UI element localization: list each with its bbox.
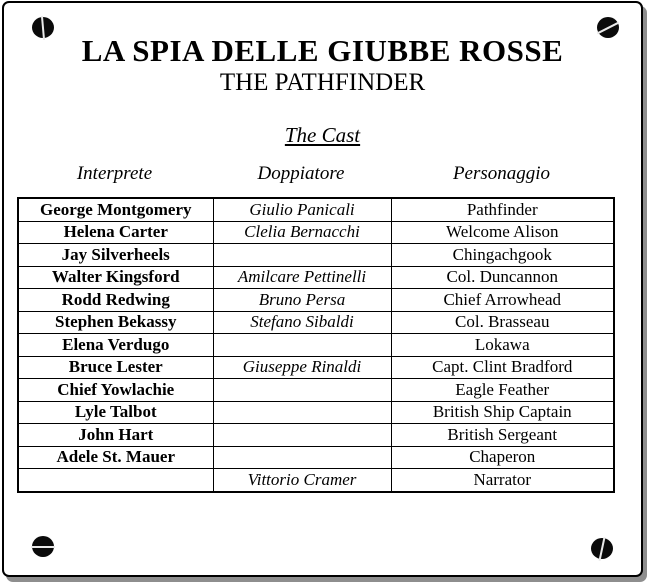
table-row	[18, 401, 614, 424]
personaggio-cell: British Ship Captain	[391, 401, 614, 424]
interprete-cell: Stephen Bekassy	[18, 311, 213, 334]
table-row	[18, 379, 614, 402]
section-heading-the-cast: The Cast	[284, 123, 361, 147]
table-row	[18, 334, 614, 357]
doppiatore-cell: Bruno Persa	[213, 289, 391, 312]
doppiatore-cell	[213, 446, 391, 469]
table-row	[18, 356, 614, 379]
interprete-cell: Elena Verdugo	[18, 334, 213, 357]
table-row	[18, 198, 614, 221]
doppiatore-cell: Amilcare Pettinelli	[213, 266, 391, 289]
doppiatore-cell: Clelia Bernacchi	[213, 221, 391, 244]
table-row	[18, 266, 614, 289]
personaggio-cell: Lokawa	[391, 334, 614, 357]
doppiatore-cell: Vittorio Cramer	[213, 469, 391, 492]
table-row	[18, 244, 614, 267]
personaggio-cell: Eagle Feather	[391, 379, 614, 402]
doppiatore-cell	[213, 424, 391, 447]
table-row	[18, 469, 614, 492]
page-title: LA SPIA DELLE GIUBBE ROSSE	[81, 33, 564, 68]
interprete-cell: John Hart	[18, 424, 213, 447]
table-row	[18, 424, 614, 447]
interprete-cell: Bruce Lester	[18, 356, 213, 379]
interprete-cell: Adele St. Mauer	[18, 446, 213, 469]
doppiatore-cell: Stefano Sibaldi	[213, 311, 391, 334]
doppiatore-cell	[213, 379, 391, 402]
column-header-personaggio: Personaggio	[452, 163, 551, 184]
personaggio-cell: Chingachgook	[391, 244, 614, 267]
doppiatore-cell: Giulio Panicali	[213, 198, 391, 221]
personaggio-cell: Col. Duncannon	[391, 266, 614, 289]
interprete-cell: George Montgomery	[18, 198, 213, 221]
table-column-headers	[17, 163, 613, 185]
personaggio-cell: Narrator	[391, 469, 614, 492]
table-row	[18, 311, 614, 334]
screw-icon-bottom-right	[591, 538, 613, 559]
table-row	[18, 289, 614, 312]
interprete-cell	[18, 469, 213, 492]
doppiatore-cell	[213, 401, 391, 424]
doppiatore-cell: Giuseppe Rinaldi	[213, 356, 391, 379]
doppiatore-cell	[213, 334, 391, 357]
personaggio-cell: Chief Arrowhead	[391, 289, 614, 312]
cast-table-body	[18, 198, 614, 492]
table-row	[18, 221, 614, 244]
interprete-cell: Lyle Talbot	[18, 401, 213, 424]
column-header-doppiatore: Doppiatore	[257, 163, 345, 184]
interprete-cell: Chief Yowlachie	[18, 379, 213, 402]
interprete-cell: Rodd Redwing	[18, 289, 213, 312]
page-subtitle: THE PATHFINDER	[219, 69, 426, 96]
personaggio-cell: Capt. Clint Bradford	[391, 356, 614, 379]
interprete-cell: Walter Kingsford	[18, 266, 213, 289]
personaggio-cell: Chaperon	[391, 446, 614, 469]
column-header-interprete: Interprete	[76, 163, 153, 184]
interprete-cell: Jay Silverheels	[18, 244, 213, 267]
personaggio-cell: Welcome Alison	[391, 221, 614, 244]
personaggio-cell: Pathfinder	[391, 198, 614, 221]
interprete-cell: Helena Carter	[18, 221, 213, 244]
card-border-panel	[2, 1, 643, 577]
doppiatore-cell	[213, 244, 391, 267]
screw-icon-bottom-left	[32, 536, 54, 557]
cast-table	[17, 197, 615, 493]
personaggio-cell: Col. Brasseau	[391, 311, 614, 334]
table-row	[18, 446, 614, 469]
personaggio-cell: British Sergeant	[391, 424, 614, 447]
